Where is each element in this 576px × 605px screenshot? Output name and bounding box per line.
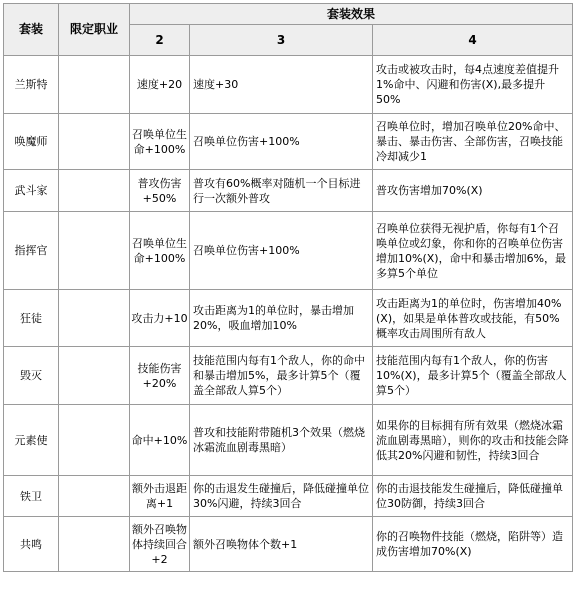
bonus-3: 额外召唤物体个数+1 — [190, 517, 373, 572]
set-job — [59, 347, 130, 405]
set-job — [59, 517, 130, 572]
set-bonus-table-container — [3, 3, 573, 572]
bonus-3: 召唤单位伤害+100% — [190, 212, 373, 290]
bonus-3: 速度+30 — [190, 56, 373, 114]
table-row — [4, 347, 573, 405]
set-bonus-table — [3, 3, 573, 572]
bonus-2: 攻击力+10 — [130, 290, 190, 347]
table-row — [4, 405, 573, 476]
bonus-2: 命中+10% — [130, 405, 190, 476]
set-name: 元素使 — [4, 405, 59, 476]
bonus-3: 技能范围内每有1个敌人，你的命中和暴击增加5%，最多计算5个（覆盖全部敌人算5个） — [190, 347, 373, 405]
set-name: 毁灭 — [4, 347, 59, 405]
bonus-4: 你的召唤物件技能（燃烧，陷阱等）造成伤害增加70%(X) — [373, 517, 573, 572]
bonus-2: 召唤单位生命+100% — [130, 212, 190, 290]
table-row — [4, 170, 573, 212]
bonus-3: 普攻有60%概率对随机一个目标进行一次额外普攻 — [190, 170, 373, 212]
set-name: 兰斯特 — [4, 56, 59, 114]
bonus-2: 额外击退距离+1 — [130, 476, 190, 517]
bonus-4: 如果你的目标拥有所有效果（燃烧冰霜流血剧毒黑暗），则你的攻击和技能会降低其20%闪避和韧性，持续3回合 — [373, 405, 573, 476]
header-effect: 套装效果 — [130, 4, 573, 25]
table-row — [4, 56, 573, 114]
bonus-2: 速度+20 — [130, 56, 190, 114]
set-name: 指挥官 — [4, 212, 59, 290]
header-set: 套装 — [4, 4, 59, 56]
set-name: 武斗家 — [4, 170, 59, 212]
set-job — [59, 170, 130, 212]
table-row — [4, 114, 573, 170]
set-name: 铁卫 — [4, 476, 59, 517]
set-job — [59, 212, 130, 290]
bonus-4: 技能范围内每有1个敌人，你的伤害10%(X)，最多计算5个（覆盖全部敌人算5个） — [373, 347, 573, 405]
header-piece-3: 3 — [190, 25, 373, 56]
set-job — [59, 290, 130, 347]
bonus-3: 普攻和技能附带随机3个效果（燃烧冰霜流血剧毒黑暗） — [190, 405, 373, 476]
set-job — [59, 114, 130, 170]
bonus-4: 召唤单位获得无视护盾，你每有1个召唤单位或幻象，你和你的召唤单位伤害增加10%(X)，命中和暴击增加6%，最多算5个单位 — [373, 212, 573, 290]
bonus-2: 普攻伤害+50% — [130, 170, 190, 212]
bonus-2: 额外召唤物体持续回合+2 — [130, 517, 190, 572]
table-row — [4, 517, 573, 572]
set-name: 共鸣 — [4, 517, 59, 572]
bonus-3: 攻击距离为1的单位时，暴击增加20%，吸血增加10% — [190, 290, 373, 347]
set-name: 唤魔师 — [4, 114, 59, 170]
set-job — [59, 56, 130, 114]
bonus-3: 召唤单位伤害+100% — [190, 114, 373, 170]
bonus-2: 技能伤害+20% — [130, 347, 190, 405]
table-row — [4, 476, 573, 517]
header-row-1 — [4, 4, 573, 25]
bonus-2: 召唤单位生命+100% — [130, 114, 190, 170]
set-job — [59, 405, 130, 476]
table-row — [4, 290, 573, 347]
header-piece-4: 4 — [373, 25, 573, 56]
bonus-4: 攻击距离为1的单位时，伤害增加40%(X)，如果是单体普攻或技能，有50%概率攻击周围所有敌人 — [373, 290, 573, 347]
bonus-4: 普攻伤害增加70%(X) — [373, 170, 573, 212]
set-name: 狂徒 — [4, 290, 59, 347]
bonus-3: 你的击退发生碰撞后，降低碰撞单位30%闪避，持续3回合 — [190, 476, 373, 517]
bonus-4: 攻击或被攻击时，每4点速度差值提升1%命中、闪避和伤害(X),最多提升50% — [373, 56, 573, 114]
table-row — [4, 212, 573, 290]
bonus-4: 召唤单位时，增加召唤单位20%命中、暴击、暴击伤害、全部伤害，召唤技能冷却减少1 — [373, 114, 573, 170]
set-job — [59, 476, 130, 517]
bonus-4: 你的击退技能发生碰撞后，降低碰撞单位30防御，持续3回合 — [373, 476, 573, 517]
header-job: 限定职业 — [59, 4, 130, 56]
header-piece-2: 2 — [130, 25, 190, 56]
